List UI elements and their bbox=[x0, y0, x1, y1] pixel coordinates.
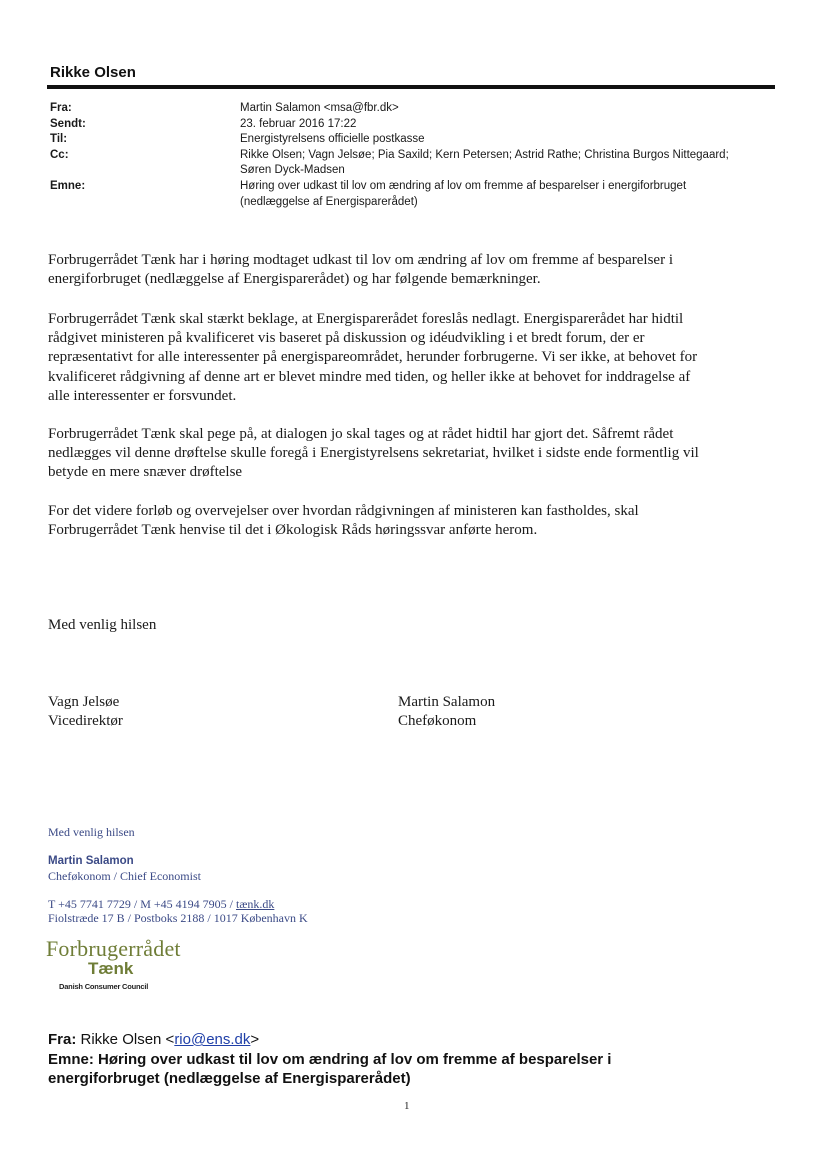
subject-value bbox=[240, 179, 780, 210]
signature-name: Martin Salamon bbox=[48, 855, 134, 867]
paragraph-line: repræsentativt for alle interessenter på energispareområdet, herunder forbrugerne. Vi ser ikke, at behovet for bbox=[48, 349, 698, 366]
header-rule bbox=[47, 85, 775, 89]
forwarded-from-label: Fra: bbox=[48, 1031, 77, 1048]
paragraph-line: kvalificeret rådgivning af denne art er blevet mindre med tiden, og heller ikke at behovet for inddragelse af bbox=[48, 368, 691, 385]
signer-2-name: Martin Salamon bbox=[398, 694, 496, 710]
forwarded-subject-line1: Emne: Høring over udkast til lov om ændring af lov om fremme af besparelser i bbox=[48, 1051, 612, 1068]
signature-address: Fiolstræde 17 B / Postboks 2188 / 1017 København K bbox=[48, 911, 308, 925]
forwarded-from bbox=[48, 1030, 259, 1049]
forwarded-from-close: > bbox=[250, 1031, 260, 1048]
header-cc-row bbox=[50, 148, 780, 179]
subject-label: Emne: bbox=[50, 179, 86, 192]
header-from-row bbox=[50, 101, 780, 117]
paragraph-line: Forbrugerrådet Tænk skal stærkt beklage, at Energisparerådet foreslås nedlagt. Energisparerådet har hidtil bbox=[48, 311, 684, 327]
forwarded-from-name: Rikke Olsen < bbox=[80, 1031, 175, 1048]
paragraph-line: energiforbruget (nedlæggelse af Energisparerådet) og har følgende bemærkninger. bbox=[48, 271, 541, 288]
paragraph-3 bbox=[48, 425, 778, 483]
paragraph-line: For det videre forløb og overvejelser over hvordan rådgivningen af ministeren kan fastholdes, skal bbox=[48, 503, 639, 519]
cc-value-line1: Rikke Olsen; Vagn Jelsøe; Pia Saxild; Kern Petersen; Astrid Rathe; Christina Burgos Nittegaard; bbox=[240, 148, 729, 161]
logo-main-text: Forbrugerrådet bbox=[46, 936, 181, 961]
signer-2-title: Cheføkonom bbox=[398, 713, 477, 730]
sender-name: Rikke Olsen bbox=[50, 64, 136, 81]
forwarded-subject-line2: energiforbruget (nedlæggelse af Energisparerådet) bbox=[48, 1070, 411, 1087]
signature-title: Cheføkonom / Chief Economist bbox=[48, 869, 201, 883]
cc-label: Cc: bbox=[50, 148, 69, 161]
paragraph-line: Forbrugerrådet Tænk skal pege på, at dialogen jo skal tages og at rådet hidtil har gjort det. Såfremt rådet bbox=[48, 426, 674, 442]
signer-1-name: Vagn Jelsøe bbox=[48, 694, 120, 710]
paragraph-line: nedlægges vil denne drøftelse skulle foregå i Energistyrelsens sekretariat, hvilket i sidste ende formentlig vil bbox=[48, 445, 699, 462]
to-label: Til: bbox=[50, 133, 68, 146]
forwarded-email-link[interactable]: rio@ens.dk bbox=[174, 1031, 251, 1048]
paragraph-1 bbox=[48, 251, 778, 289]
cc-value bbox=[240, 148, 780, 179]
website-link[interactable]: tænk.dk bbox=[236, 897, 275, 911]
to-value: Energistyrelsens officielle postkasse bbox=[240, 133, 425, 146]
page-number: 1 bbox=[404, 1100, 410, 1112]
header-sent-row bbox=[50, 117, 780, 133]
email-header bbox=[50, 101, 780, 210]
logo-sub-text: Tænk bbox=[88, 959, 134, 978]
subject-value-line1: Høring over udkast til lov om ændring af lov om fremme af besparelser i energiforbruget bbox=[240, 179, 687, 192]
header-to-row bbox=[50, 132, 780, 148]
paragraph-2 bbox=[48, 310, 778, 406]
header-subject-row bbox=[50, 179, 780, 210]
paragraph-line: betyde en mere snæver drøftelse bbox=[48, 464, 243, 481]
signer-2 bbox=[398, 693, 495, 731]
organization-logo bbox=[46, 936, 246, 996]
paragraph-line: Forbrugerrådet Tænk henvise til det i Økologisk Råds høringssvar anførte herom. bbox=[48, 522, 538, 539]
signature-greeting: Med venlig hilsen bbox=[48, 825, 135, 839]
cc-value-line2: Søren Dyck-Madsen bbox=[240, 164, 345, 177]
signer-1-title: Vicedirektør bbox=[48, 713, 123, 730]
paragraph-line: Forbrugerrådet Tænk har i høring modtaget udkast til lov om ændring af lov om fremme af besparelser i bbox=[48, 252, 673, 268]
signature-phone-text: T +45 7741 7729 / M +45 4194 7905 / bbox=[48, 897, 236, 911]
signature-phone bbox=[48, 897, 274, 912]
from-label: Fra: bbox=[50, 102, 72, 114]
paragraph-line: rådgivet ministeren på kvalificeret vis baseret på diskussion og idéudvikling i et bredt forum, der er bbox=[48, 330, 645, 347]
closing-greeting: Med venlig hilsen bbox=[48, 617, 157, 633]
logo-tagline: Danish Consumer Council bbox=[59, 982, 149, 991]
forwarded-subject bbox=[48, 1050, 611, 1088]
from-value: Martin Salamon <msa@fbr.dk> bbox=[240, 102, 399, 114]
signer-1 bbox=[48, 693, 123, 731]
sent-label: Sendt: bbox=[50, 117, 86, 130]
paragraph-4 bbox=[48, 502, 778, 540]
subject-value-line2: (nedlæggelse af Energisparerådet) bbox=[240, 195, 418, 208]
sent-value: 23. februar 2016 17:22 bbox=[240, 117, 357, 130]
paragraph-line: alle interessenter er forsvundet. bbox=[48, 387, 237, 404]
